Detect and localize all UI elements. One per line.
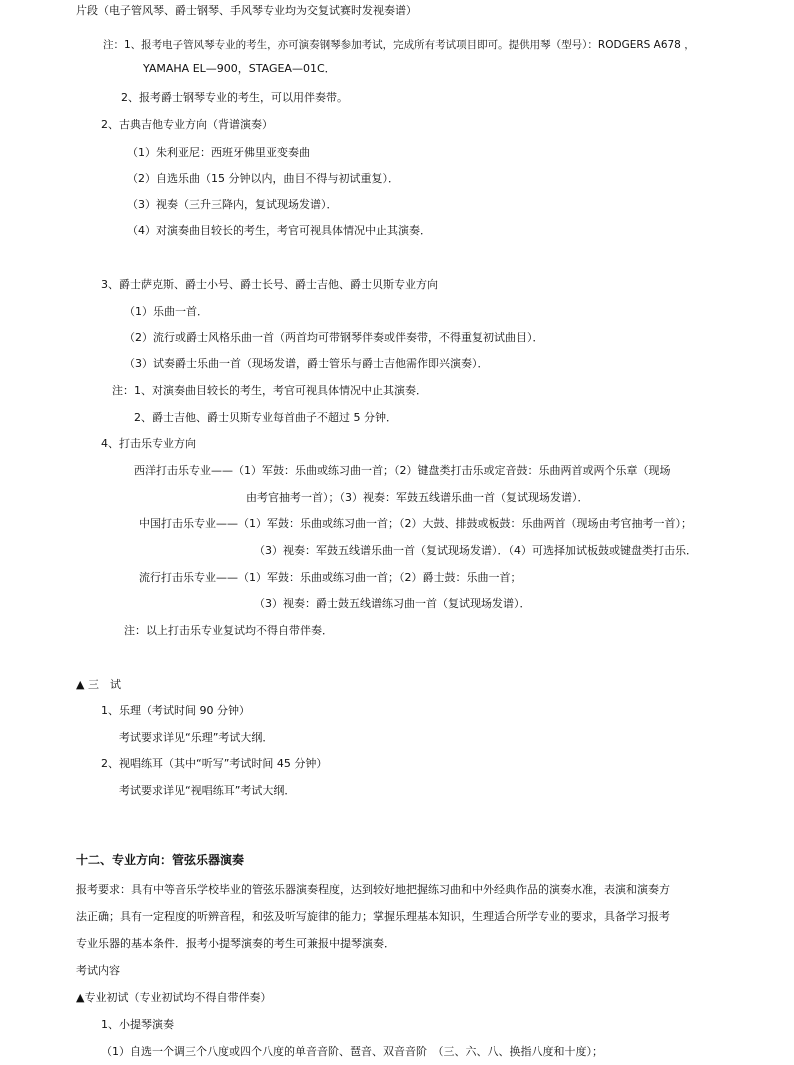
list-item: （2）自选乐曲（15 分钟以内，曲目不得与初试重复）．: [127, 172, 399, 185]
note-line: 2、报考爵士钢琴专业的考生，可以用伴奏带。: [121, 91, 348, 104]
text-line: 中国打击乐专业——（1）军鼓：乐曲或练习曲一首；（2）大鼓、排鼓或板鼓：乐曲两首（现场由考官抽考一首）；: [139, 517, 692, 530]
text-line: YAMAHA EL—900，STAGEA—01C．: [143, 62, 336, 75]
list-item: （3）视奏（三升三降内，复试现场发谱）．: [127, 198, 338, 211]
text-line: 西洋打击乐专业——（1）军鼓：乐曲或练习曲一首；（2）键盘类打击乐或定音鼓：乐曲两首或两个乐章（现场: [134, 464, 671, 477]
section-heading: ▲专业初试（专业初试均不得自带伴奏）: [76, 991, 272, 1004]
text-line: （3）视奏：爵士鼓五线谱练习曲一首（复试现场发谱）．: [254, 597, 531, 610]
note-line: 2、爵士吉他、爵士贝斯专业每首曲子不超过 5 分钟．: [134, 411, 397, 424]
list-item: （1）乐曲一首．: [124, 305, 208, 318]
text-line: 考试内容: [76, 964, 120, 977]
text-line: （3）视奏：军鼓五线谱乐曲一首（复试现场发谱）．（4）可选择加试板鼓或键盘类打击乐．: [254, 544, 697, 557]
list-item: （3）试奏爵士乐曲一首（现场发谱，爵士管乐与爵士吉他需作即兴演奏）．: [124, 357, 489, 370]
text-line: 考试要求详见“视唱练耳”考试大纲．: [119, 784, 296, 797]
list-item: （1）朱利亚尼：西班牙佛里亚变奏曲: [127, 146, 310, 159]
section-heading: 4、打击乐专业方向: [101, 437, 196, 450]
list-item: 1、乐理（考试时间 90 分钟）: [101, 704, 250, 717]
note-line: 注：1、报考电子管风琴专业的考生，亦可演奏钢琴参加考试，完成所有考试项目即可。提供用琴（型号）：RODGERS A678 ，: [103, 39, 695, 51]
paragraph-line: 报考要求：具有中等音乐学校毕业的管弦乐器演奏程度，达到较好地把握练习曲和中外经典作品的演奏水准，表演和演奏方: [76, 883, 670, 896]
paragraph-line: 专业乐器的基本条件．报考小提琴演奏的考生可兼报中提琴演奏．: [76, 937, 395, 950]
note-line: 注：以上打击乐专业复试均不得自带伴奏．: [124, 624, 333, 637]
note-line: 注：1、对演奏曲目较长的考生，考官可视具体情况中止其演奏．: [112, 384, 427, 397]
chapter-heading: 十二、专业方向：管弦乐器演奏: [76, 853, 245, 867]
text-line: 流行打击乐专业——（1）军鼓：乐曲或练习曲一首；（2）爵士鼓：乐曲一首；: [139, 571, 522, 584]
section-heading: 3、爵士萨克斯、爵士小号、爵士长号、爵士吉他、爵士贝斯专业方向: [101, 278, 438, 291]
section-heading: 2、古典吉他专业方向（背谱演奏）: [101, 118, 273, 131]
list-item: 1、小提琴演奏: [101, 1018, 174, 1031]
list-item: （1）自选一个调三个八度或四个八度的单音音阶、琶音、双音音阶 （三、六、八、换指八度和十度）；: [101, 1045, 603, 1058]
list-item: 2、视唱练耳（其中“听写”考试时间 45 分钟）: [101, 757, 328, 770]
list-item: （2）流行或爵士风格乐曲一首（两首均可带钢琴伴奏或伴奏带，不得重复初试曲目）．: [124, 331, 544, 344]
paragraph-line: 法正确；具有一定程度的听辨音程，和弦及听写旋律的能力；掌握乐理基本知识，生理适合所学专业的要求，具备学习报考: [76, 910, 670, 923]
section-heading: ▲ 三 试: [76, 678, 121, 691]
list-item: （4）对演奏曲目较长的考生，考官可视具体情况中止其演奏．: [127, 224, 431, 237]
text-line: 考试要求详见“乐理”考试大纲．: [119, 731, 274, 744]
text-line: 片段（电子管风琴、爵士钢琴、手风琴专业均为交复试赛时发视奏谱）: [76, 4, 417, 17]
text-line: 由考官抽考一首）；（3）视奏：军鼓五线谱乐曲一首（复试现场发谱）．: [246, 491, 589, 504]
